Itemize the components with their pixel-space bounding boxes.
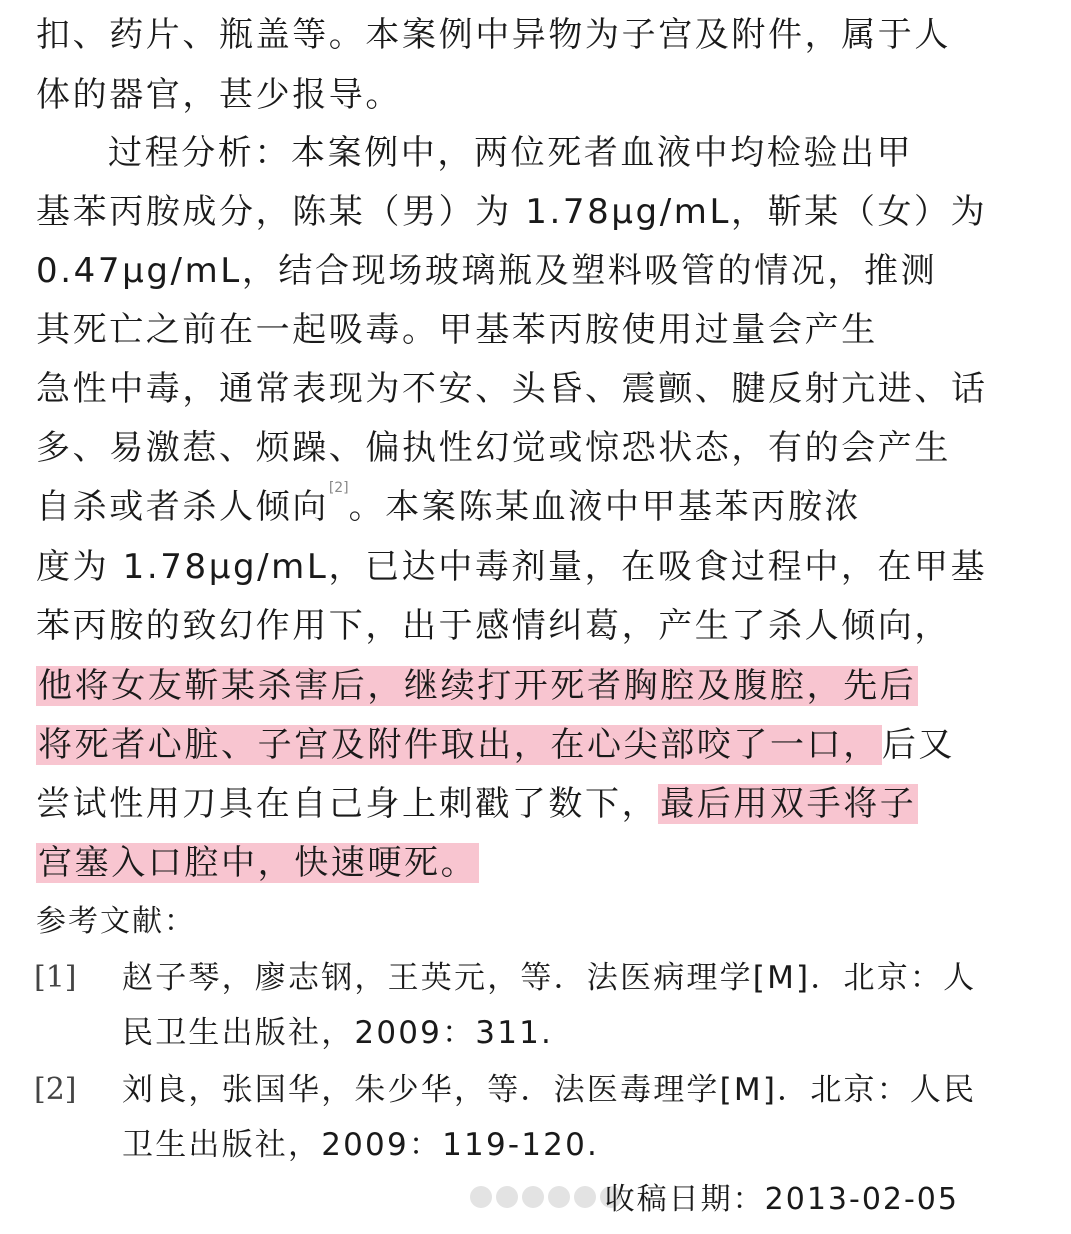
received-date: 收稿日期：2013-02-05	[604, 1182, 959, 1217]
reference-text: 卫生出版社，2009：119-120.	[122, 1127, 600, 1163]
reference-text: 刘良，张国华，朱少华，等．法医毒理学[M]．北京：人民	[122, 1072, 977, 1108]
body-line	[36, 478, 861, 536]
highlight-mark: 宫塞入口腔中，快速哽死。	[38, 843, 478, 883]
body-text: 。本案陈某血液中甲基苯丙胺浓	[348, 487, 862, 527]
body-line	[36, 775, 918, 833]
body-line: 扣、药片、瓶盖等。本案例中异物为子宫及附件，属于人	[36, 15, 951, 55]
highlight-mark: 他将女友靳某杀害后，继续打开死者胸腔及腹腔，先后	[38, 666, 917, 706]
body-text: 后又	[881, 725, 956, 765]
highlighted-line	[36, 834, 479, 892]
highlighted-line	[36, 716, 955, 774]
watermark-icon	[470, 1186, 622, 1208]
body-text: 尝试性用刀具在自己身上刺戳了数下，	[36, 784, 659, 824]
reference-number: [1]	[34, 960, 77, 995]
citation-mark: [2]	[328, 480, 349, 496]
body-line: 体的器官，甚少报导。	[36, 75, 402, 115]
references-title: 参考文献：	[36, 904, 196, 939]
body-line: 多、易激惹、烦躁、偏执性幻觉或惊恐状态，有的会产生	[36, 428, 951, 468]
body-line: 基苯丙胺成分，陈某（男）为 1.78μg/mL，靳某（女）为	[36, 192, 988, 232]
body-line: 急性中毒，通常表现为不安、头昏、震颤、腱反射亢进、话	[36, 369, 988, 409]
body-text: 自杀或者杀人倾向	[36, 487, 329, 527]
highlight-mark: 最后用双手将子	[660, 784, 917, 824]
reference-text: 赵子琴，廖志钢，王英元，等．法医病理学[M]．北京：人	[122, 960, 977, 996]
paragraph-start-line: 过程分析：本案例中，两位死者血液中均检验出甲	[108, 133, 914, 173]
highlighted-line	[36, 657, 918, 715]
highlight-mark: 将死者心脏、子宫及附件取出，在心尖部咬了一口，	[38, 725, 880, 765]
reference-text: 民卫生出版社，2009：311.	[122, 1015, 554, 1051]
body-line: 0.47μg/mL，结合现场玻璃瓶及塑料吸管的情况，推测	[36, 251, 938, 291]
body-line: 其死亡之前在一起吸毒。甲基苯丙胺使用过量会产生	[36, 310, 878, 350]
body-line: 度为 1.78μg/mL，已达中毒剂量，在吸食过程中，在甲基	[36, 547, 988, 587]
body-line: 苯丙胺的致幻作用下，出于感情纠葛，产生了杀人倾向，	[36, 606, 951, 646]
reference-number: [2]	[34, 1072, 77, 1107]
